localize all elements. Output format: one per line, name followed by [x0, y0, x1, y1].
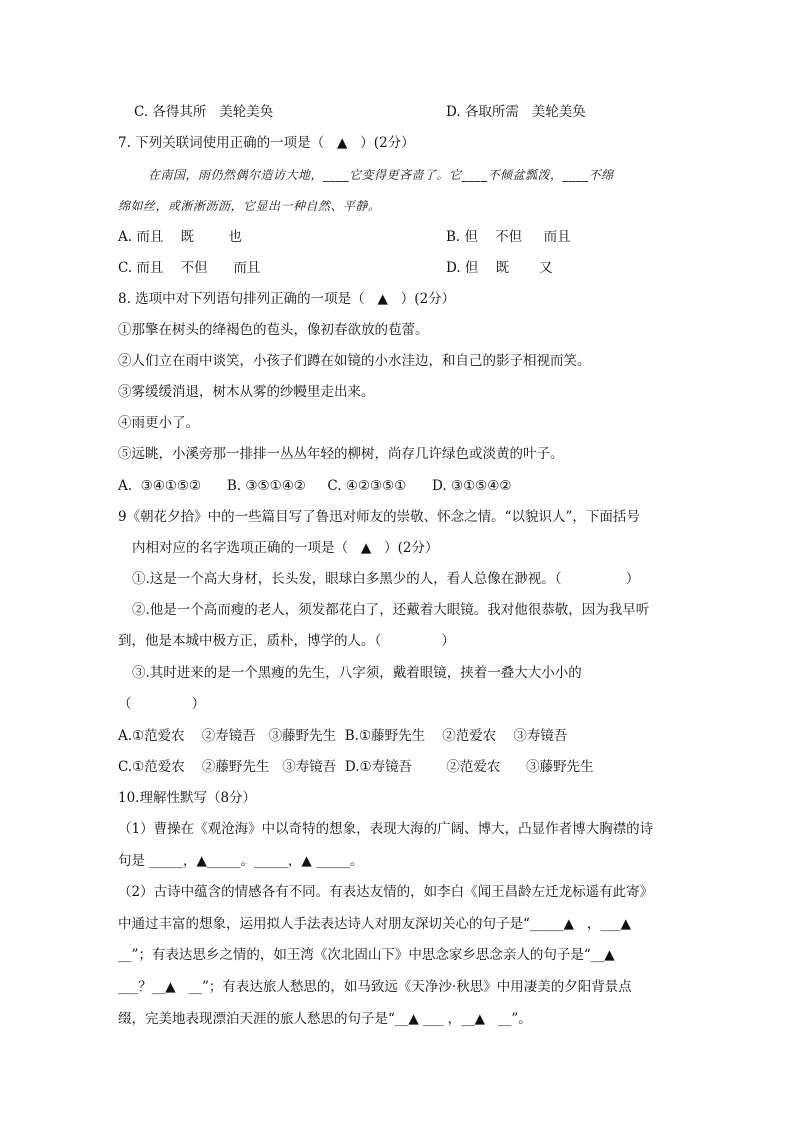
q7-option-b: B. 但 不但 而且 — [446, 229, 571, 245]
q9-item-3-line-1: ③.其时进来的是一个黑瘦的先生，八字须，戴着眼镜，挟着一叠大大小小的 — [132, 665, 582, 681]
q7-passage-line-1: 在南国，雨仍然偶尔造访大地，____它变得更吝啬了。它____不倾盆瓢泼，____不绵 — [148, 168, 614, 182]
q8-sentence-2: ②人们立在雨中谈笑，小孩子们蹲在如镜的小水洼边，和自己的影子相视而笑。 — [118, 353, 591, 369]
q8-sentence-1: ①那擎在树头的绛褐色的苞头，像初春欲放的苞蕾。 — [118, 322, 429, 338]
q10-part2-line-3: __”；有表达思乡之情的，如王湾《次北固山下》中思念家乡思念亲人的句子是“__▲ — [118, 947, 615, 963]
q7-option-d: D. 但 既 又 — [446, 260, 553, 276]
q9-item-1: ①.这是一个高大身材，长头发，眼球白多黑少的人，看人总像在渺视。（ ） — [132, 571, 640, 587]
q9-stem-line-1: 9《朝花夕拾》中的一些篇目写了鲁迅对师友的崇敬、怀念之情。“以貌识人”，下面括号 — [118, 509, 640, 525]
q9-item-2-line-1: ②.他是一个高而瘦的老人，须发都花白了，还戴着大眼镜。我对他很恭敬，因为我早听 — [132, 602, 650, 618]
q8-sentence-4: ④雨更小了。 — [118, 415, 199, 431]
q8-sentence-3: ③雾缓缓消退，树木从雾的纱幔里走出来。 — [118, 384, 375, 400]
q8-sentence-5: ⑤远眺，小溪旁那一排排一丛丛年轻的柳树，尚存几许绿色或淡黄的叶子。 — [118, 446, 564, 462]
q9-item-2-line-2: 到，他是本城中极方正，质朴，博学的人。（ ） — [118, 633, 455, 649]
q10-part2-line-4: ___？__▲ __”；有表达旅人愁思的，如马致远《天净沙·秋思》中用凄美的夕阳背景点 — [118, 979, 632, 995]
q7-option-c: C. 而且 不但 而且 — [118, 260, 261, 276]
q9-item-3-line-2: （ ） — [118, 696, 206, 712]
q10-part2-line-2: 中通过丰富的想象，运用拟人手法表达诗人对朋友深切关心的句子是“_____▲ ，___▲ — [118, 916, 632, 932]
option-d-prev: D. 各取所需 美轮美奂 — [446, 104, 586, 120]
q7-option-a: A. 而且 既 也 — [118, 229, 242, 245]
q10-part1-line-2: 句是 _____，▲_____。_____，▲ _____。 — [118, 853, 364, 869]
q9-stem-line-2: 内相对应的名字选项正确的一项是（ ▲ ）(2分） — [132, 540, 439, 556]
q7-passage-line-2: 绵如丝，或淅淅沥沥，它显出一种自然、平静。 — [118, 199, 381, 213]
q10-part2-line-5: 缀，完美地表现漂泊天涯的旅人愁思的句子是“__▲ ___ ，__▲ __”。 — [118, 1011, 532, 1027]
q10-stem: 10.理解性默写（8分） — [118, 790, 257, 806]
q10-part1-line-1: （1）曹操在《观沧海》中以奇特的想象，表现大海的广阔、博大，凸显作者博大胸襟的诗 — [118, 821, 654, 837]
q10-part2-line-1: （2）古诗中蕴含的情感各有不同。有表达友情的，如李白《闻王昌龄左迁龙标遥有此寄》 — [118, 884, 654, 900]
option-c-prev: C. 各得其所 美轮美奂 — [134, 104, 274, 120]
q8-options: A. ③④①⑤② B. ③⑤①④② C. ④②③⑤① D. ③①⑤④② — [118, 478, 512, 494]
q7-stem: 7. 下列关联词使用正确的一项是（ ▲ ）(2分） — [118, 135, 415, 151]
q8-stem: 8. 选项中对下列语句排列正确的一项是（ ▲ ）(2分） — [118, 291, 456, 307]
q9-options-ab: A.①范爱农 ②寿镜吾 ③藤野先生 B.①藤野先生 ②范爱农 ③寿镜吾 — [118, 728, 568, 744]
q9-options-cd: C.①范爱农 ②藤野先生 ③寿镜吾 D.①寿镜吾 ②范爱农 ③藤野先生 — [118, 759, 594, 775]
